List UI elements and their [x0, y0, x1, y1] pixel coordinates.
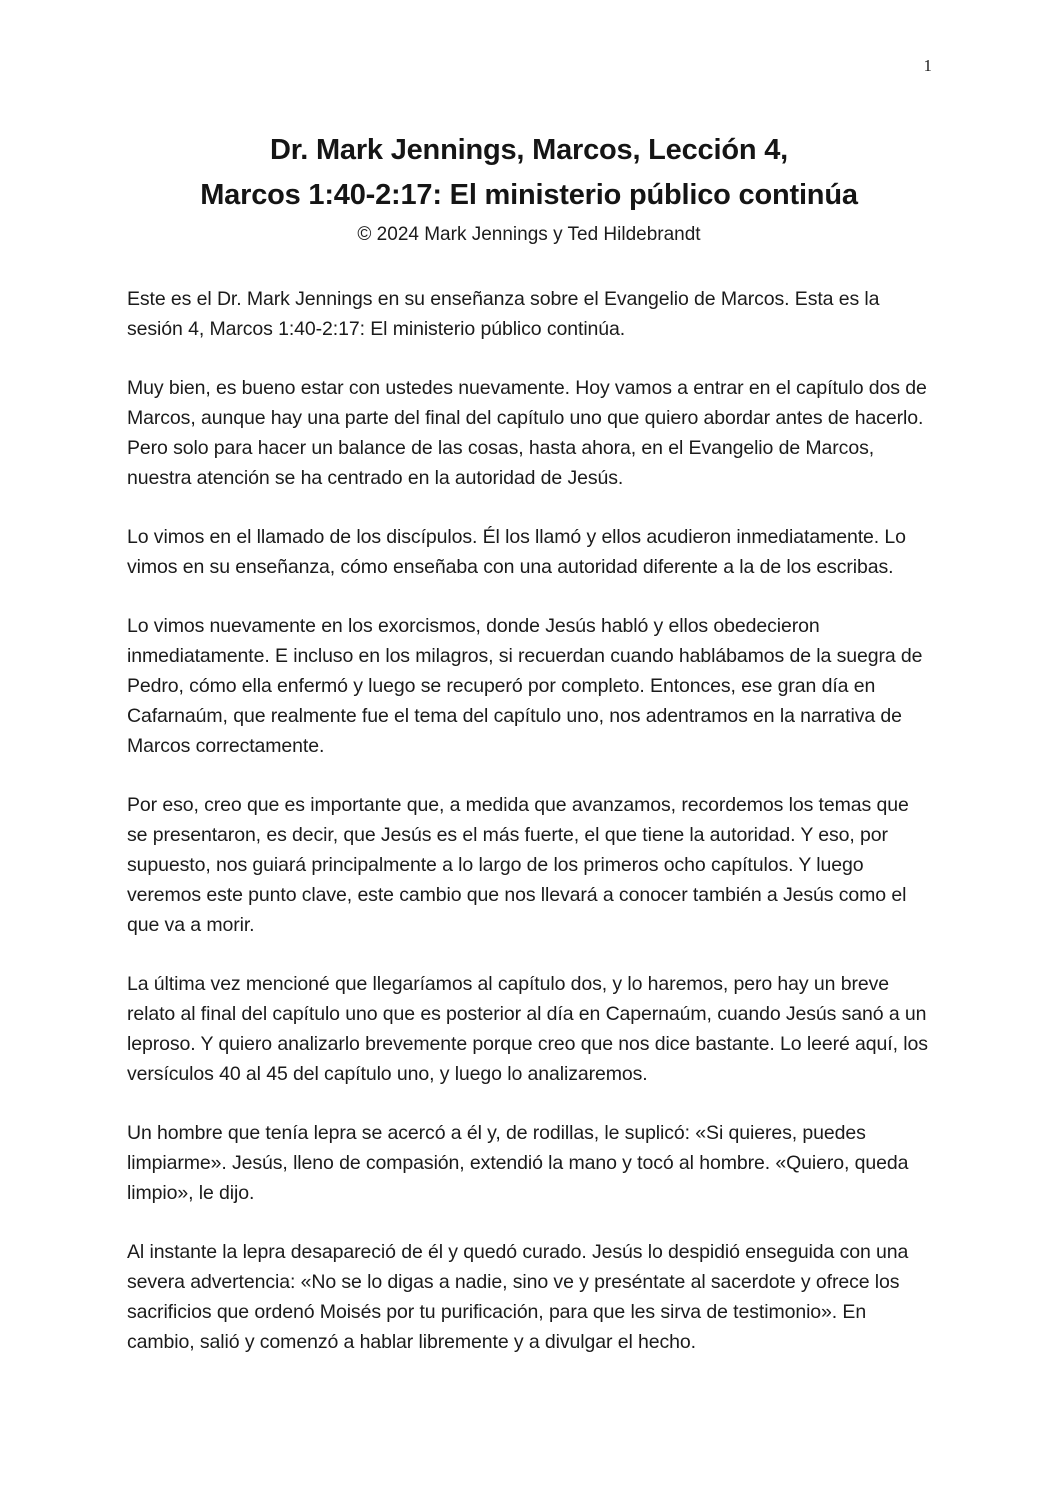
document-title-line1: Dr. Mark Jennings, Marcos, Lección 4,: [270, 134, 788, 166]
document-title-line2: Marcos 1:40-2:17: El ministerio público continúa: [200, 178, 858, 211]
document-title: [110, 128, 948, 218]
page-number: 1: [923, 56, 932, 75]
body-paragraph: Muy bien, es bueno estar con ustedes nuevamente. Hoy vamos a entrar en el capítulo dos de Marcos, aunque hay una parte del final del capítulo uno que quiero abordar antes de hacerlo. Pero solo para hacer un balance de las cosas, hasta ahora, en el Evangelio de Marcos, nuestra atención se ha centrado en la autoridad de Jesús.: [127, 376, 927, 489]
copyright-line: © 2024 Mark Jennings y Ted Hildebrandt: [357, 223, 701, 245]
body-paragraph: Un hombre que tenía lepra se acercó a él y, de rodillas, le suplicó: «Si quieres, puedes limpiarme». Jesús, lleno de compasión, extendió la mano y tocó al hombre. «Quiero, queda limpio», le dijo.: [127, 1121, 909, 1204]
body-paragraph: Por eso, creo que es importante que, a medida que avanzamos, recordemos los temas que se presentaron, es decir, que Jesús es el más fuerte, el que tiene la autoridad. Y eso, por supuesto, nos guiará principalmente a lo largo de los primeros ocho capítulos. Y luego veremos este punto clave, este cambio que nos llevará a conocer también a Jesús como el que va a morir.: [127, 793, 909, 936]
body-paragraph: Lo vimos nuevamente en los exorcismos, donde Jesús habló y ellos obedecieron inmediatamente. E incluso en los milagros, si recuerdan cuando hablábamos de la suegra de Pedro, cómo ella enfermó y luego se recuperó por completo. Entonces, ese gran día en Cafarnaúm, que realmente fue el tema del capítulo uno, nos adentramos en la narrativa de Marcos correctamente.: [127, 614, 923, 757]
body-paragraphs: [127, 284, 933, 1357]
body-paragraph: Lo vimos en el llamado de los discípulos. Él los llamó y ellos acudieron inmediatamente. Lo vimos en su enseñanza, cómo enseñaba con una autoridad diferente a la de los escribas.: [127, 525, 906, 578]
body-paragraph: Al instante la lepra desapareció de él y quedó curado. Jesús lo despidió enseguida con una severa advertencia: «No se lo digas a nadie, sino ve y preséntate al sacerdote y ofrece los sacrificios que ordenó Moisés por tu purificación, para que les sirva de testimonio». En cambio, salió y comenzó a hablar libremente y a divulgar el hecho.: [127, 1240, 909, 1353]
body-paragraph: La última vez mencioné que llegaríamos al capítulo dos, y lo haremos, pero hay un breve relato al final del capítulo uno que es posterior al día en Capernaúm, cuando Jesús sanó a un leproso. Y quiero analizarlo brevemente porque creo que nos dice bastante. Lo leeré aquí, los versículos 40 al 45 del capítulo uno, y luego lo analizaremos.: [127, 972, 928, 1085]
document-header: [110, 0, 948, 246]
body-paragraph: Este es el Dr. Mark Jennings en su enseñanza sobre el Evangelio de Marcos. Esta es la sesión 4, Marcos 1:40-2:17: El ministerio público continúa.: [127, 287, 880, 340]
